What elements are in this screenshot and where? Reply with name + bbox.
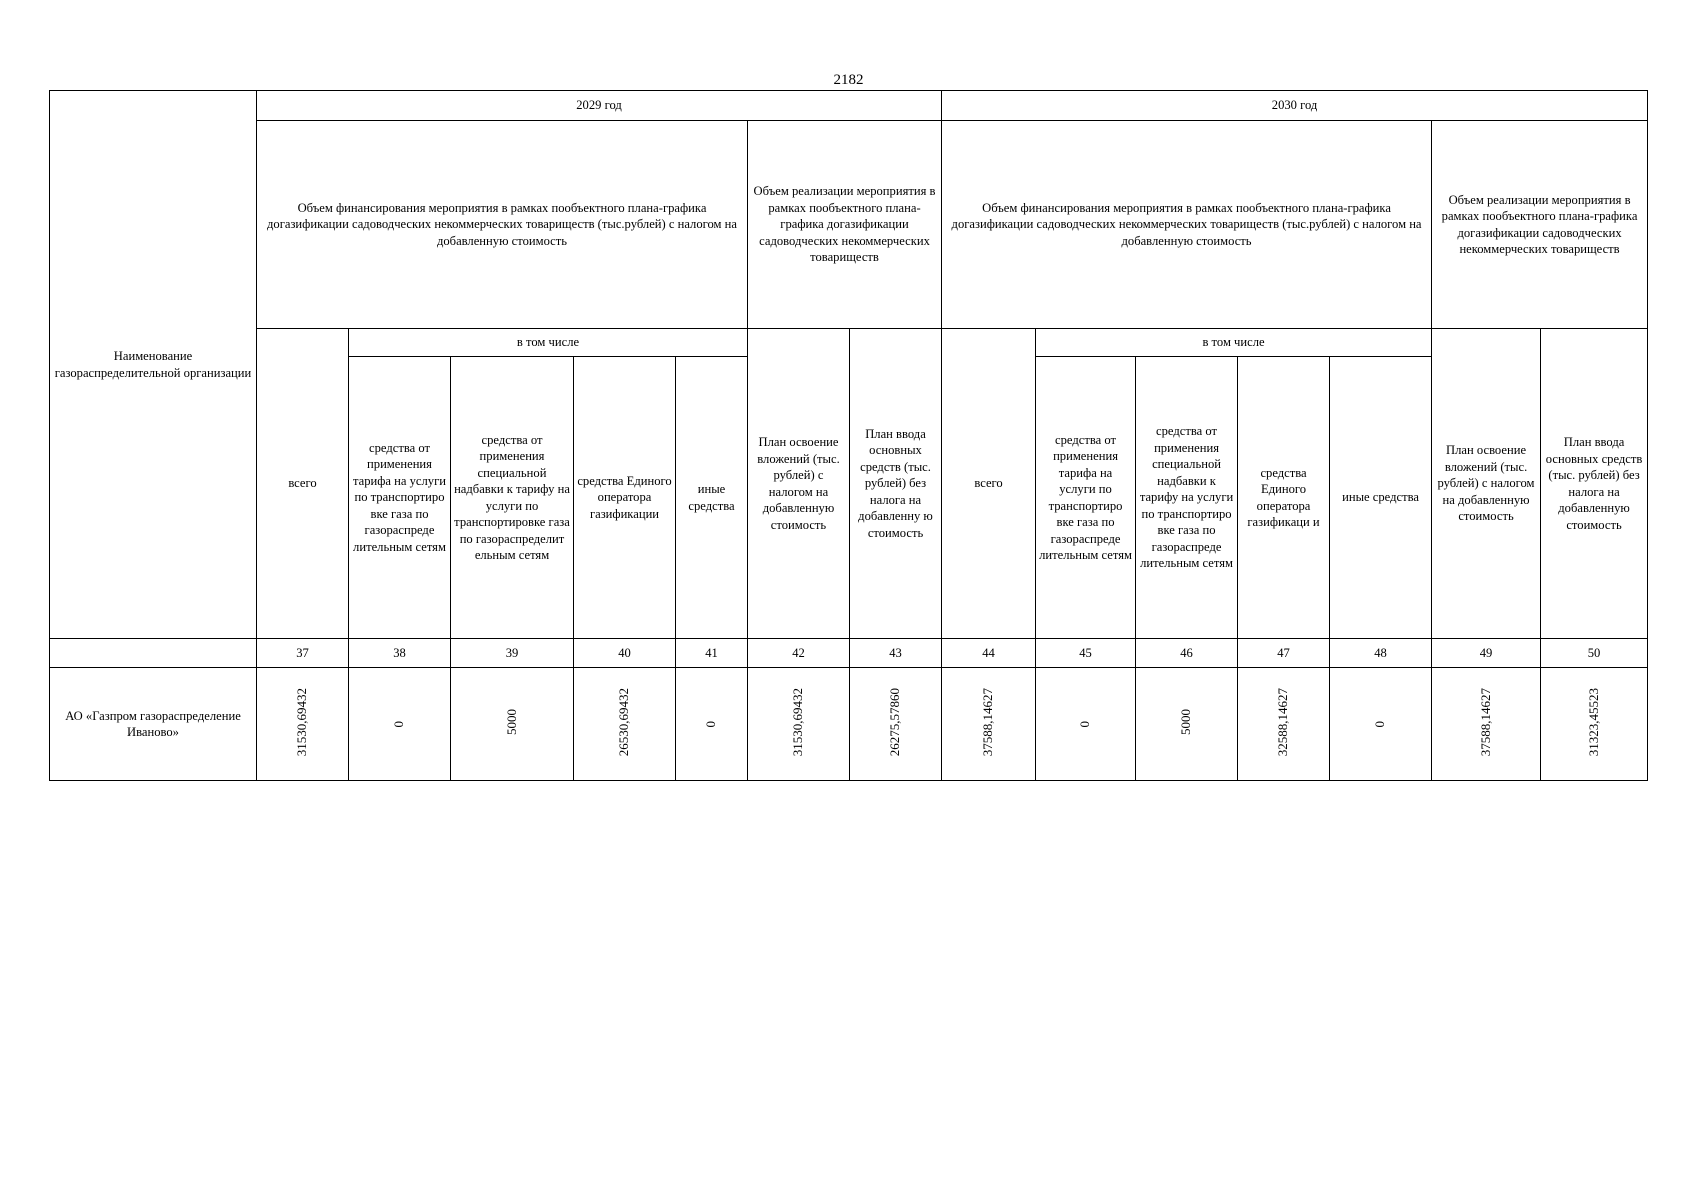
column-number: 38	[349, 639, 451, 668]
column-number: 41	[676, 639, 748, 668]
column-number: 37	[257, 639, 349, 668]
column-number: 48	[1330, 639, 1432, 668]
column-number: 43	[850, 639, 942, 668]
tariff-funds-header-2029: средства от применения тарифа на услуги по транспортиро вке газа по газораспреде лительным сетям	[349, 357, 451, 639]
total-header-2029: всего	[257, 329, 349, 639]
column-number: 50	[1541, 639, 1648, 668]
plan-investment-header-2029: План освоение вложений (тыс. рублей) с налогом на добавленную стоимость	[748, 329, 850, 639]
including-header-2029: в том числе	[349, 329, 748, 357]
surcharge-funds-header-2030: средства от применения специальной надбавки к тарифу на услуги по транспортиро вке газа по газораспреде лительным сетям	[1136, 357, 1238, 639]
value-cell: 0	[1330, 668, 1432, 781]
surcharge-funds-header-2029: средства от применения специальной надбавки к тарифу на услуги по транспортировке газа по газораспределит ельным сетям	[451, 357, 574, 639]
value-cell: 26530,69432	[574, 668, 676, 781]
value-cell: 31530,69432	[748, 668, 850, 781]
value-cell: 32588,14627	[1238, 668, 1330, 781]
value-cell: 37588,14627	[942, 668, 1036, 781]
other-funds-header-2029: иные средства	[676, 357, 748, 639]
operator-funds-header-2029: средства Единого оператора газификации	[574, 357, 676, 639]
value-cell: 0	[676, 668, 748, 781]
realization-header-2029: Объем реализации мероприятия в рамках пообъектного плана-графика догазификации садоводческих некоммерческих товариществ	[748, 121, 942, 329]
column-number: 45	[1036, 639, 1136, 668]
plan-investment-header-2030: План освоение вложений (тыс. рублей) с налогом на добавленную стоимость	[1432, 329, 1541, 639]
value-cell: 0	[349, 668, 451, 781]
plan-assets-header-2030: План ввода основных средств (тыс. рублей) без налога на добавленную стоимость	[1541, 329, 1648, 639]
org-name-cell: АО «Газпром газораспределение Иваново»	[50, 668, 257, 781]
financing-header-2029: Объем финансирования мероприятия в рамках пообъектного плана-графика догазификации садоводческих некоммерческих товариществ (тыс.рублей) с налогом на добавленную стоимость	[257, 121, 748, 329]
other-funds-header-2030: иные средства	[1330, 357, 1432, 639]
value-cell: 26275,57860	[850, 668, 942, 781]
value-cell: 31323,45523	[1541, 668, 1648, 781]
value-cell: 37588,14627	[1432, 668, 1541, 781]
year-header-2029: 2029 год	[257, 91, 942, 121]
tariff-funds-header-2030: средства от применения тарифа на услуги по транспортиро вке газа по газораспреде лительным сетям	[1036, 357, 1136, 639]
value-cell: 31530,69432	[257, 668, 349, 781]
column-number: 42	[748, 639, 850, 668]
realization-header-2030: Объем реализации мероприятия в рамках пообъектного плана-графика догазификации садоводческих некоммерческих товариществ	[1432, 121, 1648, 329]
including-header-2030: в том числе	[1036, 329, 1432, 357]
page-number: 2182	[833, 72, 864, 88]
column-number-blank	[50, 639, 257, 668]
column-number: 49	[1432, 639, 1541, 668]
org-header: Наименование газораспределительной организации	[50, 91, 257, 639]
column-number: 40	[574, 639, 676, 668]
column-number-row	[50, 639, 1648, 668]
column-number: 47	[1238, 639, 1330, 668]
table-row	[50, 668, 1648, 781]
column-number: 44	[942, 639, 1036, 668]
financing-header-2030: Объем финансирования мероприятия в рамках пообъектного плана-графика догазификации садоводческих некоммерческих товариществ (тыс.рублей) с налогом на добавленную стоимость	[942, 121, 1432, 329]
year-header-2030: 2030 год	[942, 91, 1648, 121]
total-header-2030: всего	[942, 329, 1036, 639]
value-cell: 0	[1036, 668, 1136, 781]
gasification-plan-table	[49, 90, 1648, 781]
value-cell: 5000	[1136, 668, 1238, 781]
plan-assets-header-2029: План ввода основных средств (тыс. рублей) без налога на добавленну ю стоимость	[850, 329, 942, 639]
operator-funds-header-2030: средства Единого оператора газификаци и	[1238, 357, 1330, 639]
column-number: 46	[1136, 639, 1238, 668]
column-number: 39	[451, 639, 574, 668]
value-cell: 5000	[451, 668, 574, 781]
